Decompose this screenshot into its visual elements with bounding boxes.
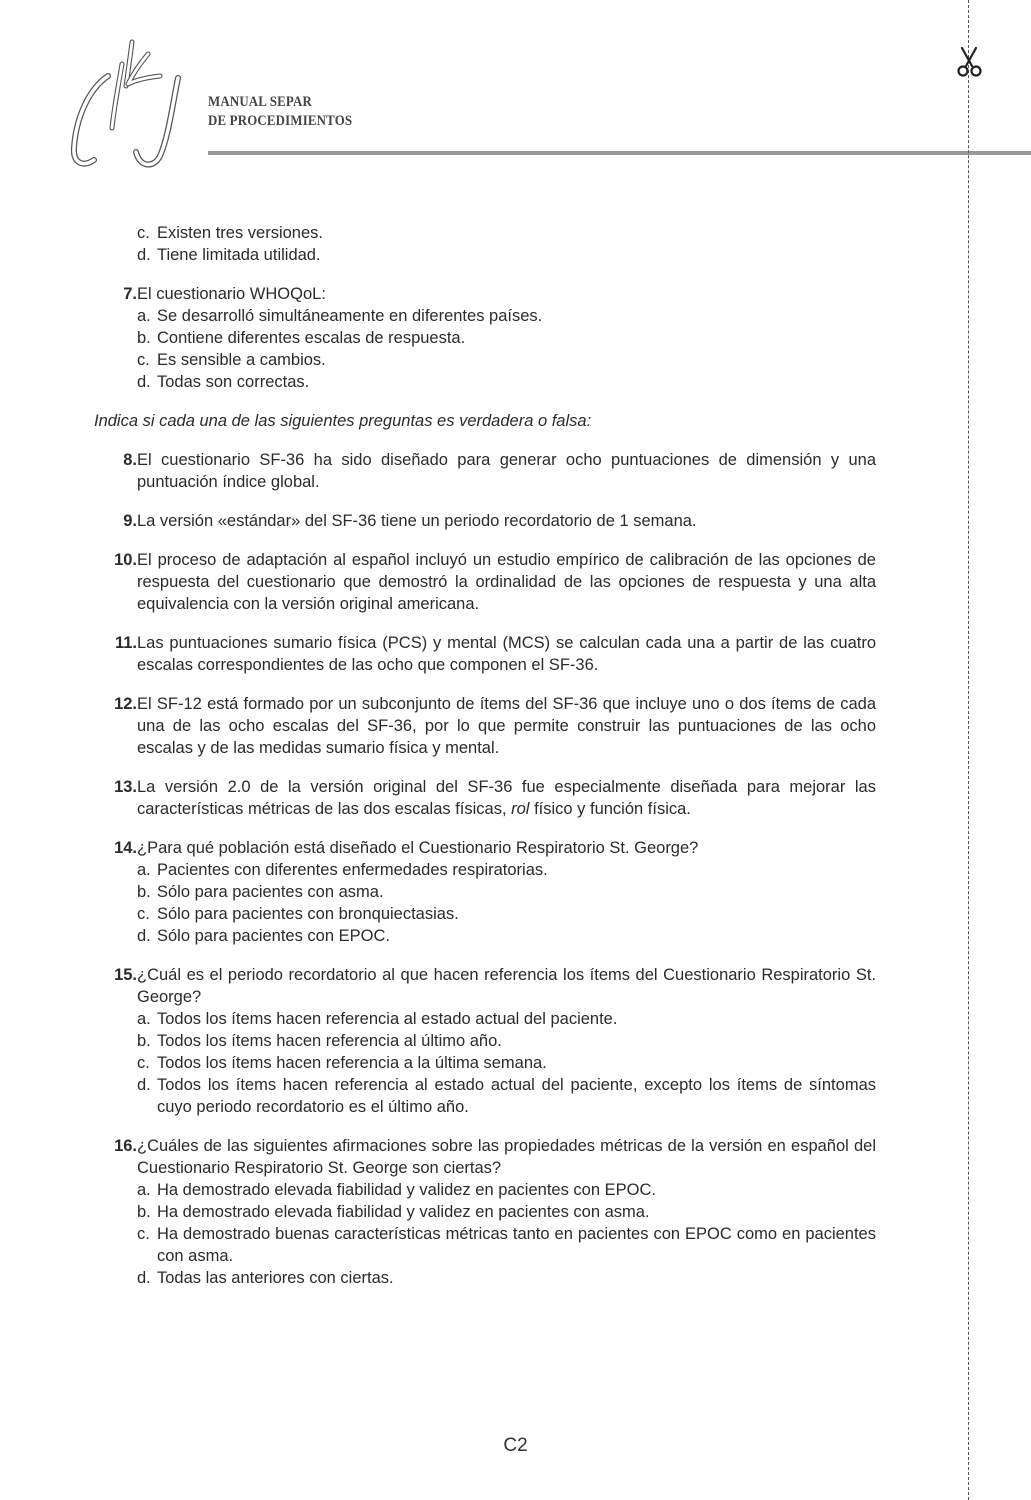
option-list [137, 305, 876, 393]
option-item: c. Es sensible a cambios. [137, 351, 326, 369]
question-10 [94, 549, 876, 615]
instruction-text: Indica si cada una de las siguientes preguntas es verdadera o falsa: [94, 412, 592, 430]
question-15 [94, 964, 876, 1118]
question-number: 11. [114, 634, 137, 652]
question-number: 12. [114, 695, 137, 713]
question-text: ¿Cuál es el periodo recordatorio al que hacen referencia los ítems del Cuestionario Respiratorio St. George? [137, 966, 876, 1006]
option-item: c. Todos los ítems hacen referencia a la última semana. [137, 1054, 547, 1072]
option-list [137, 1179, 876, 1289]
option-item: b. Ha demostrado elevada fiabilidad y validez en pacientes con asma. [137, 1203, 650, 1221]
question-13 [94, 776, 876, 820]
question-number: 15. [114, 966, 137, 984]
question-16 [94, 1135, 876, 1289]
question-text: ¿Cuáles de las siguientes afirmaciones sobre las propiedades métricas de la versión en español del Cuestionario Respiratorio St. George son ciertas? [137, 1137, 876, 1177]
option-list [137, 1008, 876, 1118]
option-item: b. Todos los ítems hacen referencia al último año. [137, 1032, 502, 1050]
page-content [94, 222, 876, 1289]
question-text: La versión 2.0 de la versión original del SF-36 fue especialmente diseñada para mejorar las características métricas de las dos escalas físicas, rol físico y función física. [137, 778, 876, 818]
question-text: El cuestionario WHOQoL: [137, 285, 326, 303]
question-number: 10. [114, 551, 137, 569]
option-item: b. Contiene diferentes escalas de respuesta. [137, 329, 466, 347]
question-text: El cuestionario SF-36 ha sido diseñado para generar ocho puntuaciones de dimensión y una puntuación índice global. [137, 451, 876, 491]
header-title [208, 93, 352, 131]
option-item: c. Ha demostrado buenas características métricas tanto en pacientes con EPOC como en pacientes con asma. [137, 1225, 876, 1265]
page-number: C2 [503, 1435, 528, 1456]
question-text: ¿Para qué población está diseñado el Cuestionario Respiratorio St. George? [137, 839, 699, 857]
header-title-line1: MANUAL SEPAR [208, 94, 312, 110]
option-item: a. Pacientes con diferentes enfermedades respiratorias. [137, 861, 548, 879]
option-item: d. Tiene limitada utilidad. [137, 246, 321, 264]
option-item: a. Se desarrolló simultáneamente en diferentes países. [137, 307, 543, 325]
cs-logo-icon [68, 38, 188, 174]
question-number: 16. [114, 1137, 137, 1155]
option-item: c. Sólo para pacientes con bronquiectasias. [137, 905, 459, 923]
option-item: b. Sólo para pacientes con asma. [137, 883, 384, 901]
question-text: La versión «estándar» del SF-36 tiene un periodo recordatorio de 1 semana. [137, 512, 697, 530]
question-11 [94, 632, 876, 676]
question-number: 14. [114, 839, 137, 857]
option-item: d. Todas las anteriores con ciertas. [137, 1269, 394, 1287]
question-7 [94, 283, 876, 393]
question-number: 8. [123, 451, 137, 469]
question-text: El proceso de adaptación al español incluyó un estudio empírico de calibración de las opciones de respuesta del cuestionario que demostró la ordinalidad de las opciones de respuesta y una alta equivalencia con la versión original americana. [137, 551, 876, 613]
question-number: 7. [123, 285, 137, 303]
option-item: a. Ha demostrado elevada fiabilidad y validez en pacientes con EPOC. [137, 1181, 656, 1199]
header-title-line2: DE PROCEDIMIENTOS [208, 113, 353, 129]
question-number: 13. [114, 778, 137, 796]
question-text: Las puntuaciones sumario física (PCS) y mental (MCS) se calculan cada una a partir de las cuatro escalas correspondientes de las ocho que componen el SF-36. [137, 634, 876, 674]
question-12 [94, 693, 876, 759]
option-list [137, 859, 876, 947]
question-8 [94, 449, 876, 493]
question-text: El SF-12 está formado por un subconjunto de ítems del SF-36 que incluye uno o dos ítems de cada una de las ocho escalas del SF-36, por lo que permite construir las puntuaciones de las ocho escalas y de las medidas sumario física y mental. [137, 695, 876, 757]
option-item: d. Sólo para pacientes con EPOC. [137, 927, 390, 945]
option-item: d. Todas son correctas. [137, 373, 310, 391]
question-14 [94, 837, 876, 947]
question-9 [94, 510, 876, 532]
option-item: c. Existen tres versiones. [137, 224, 323, 242]
option-item: d. Todos los ítems hacen referencia al estado actual del paciente, excepto los ítems de síntomas cuyo periodo recordatorio es el último año. [137, 1076, 876, 1116]
option-item: a. Todos los ítems hacen referencia al estado actual del paciente. [137, 1010, 618, 1028]
question-number: 9. [123, 512, 137, 530]
scissors-icon [952, 44, 986, 80]
header-rule [208, 151, 1031, 155]
continued-options [94, 222, 876, 266]
cut-line [968, 0, 969, 1500]
